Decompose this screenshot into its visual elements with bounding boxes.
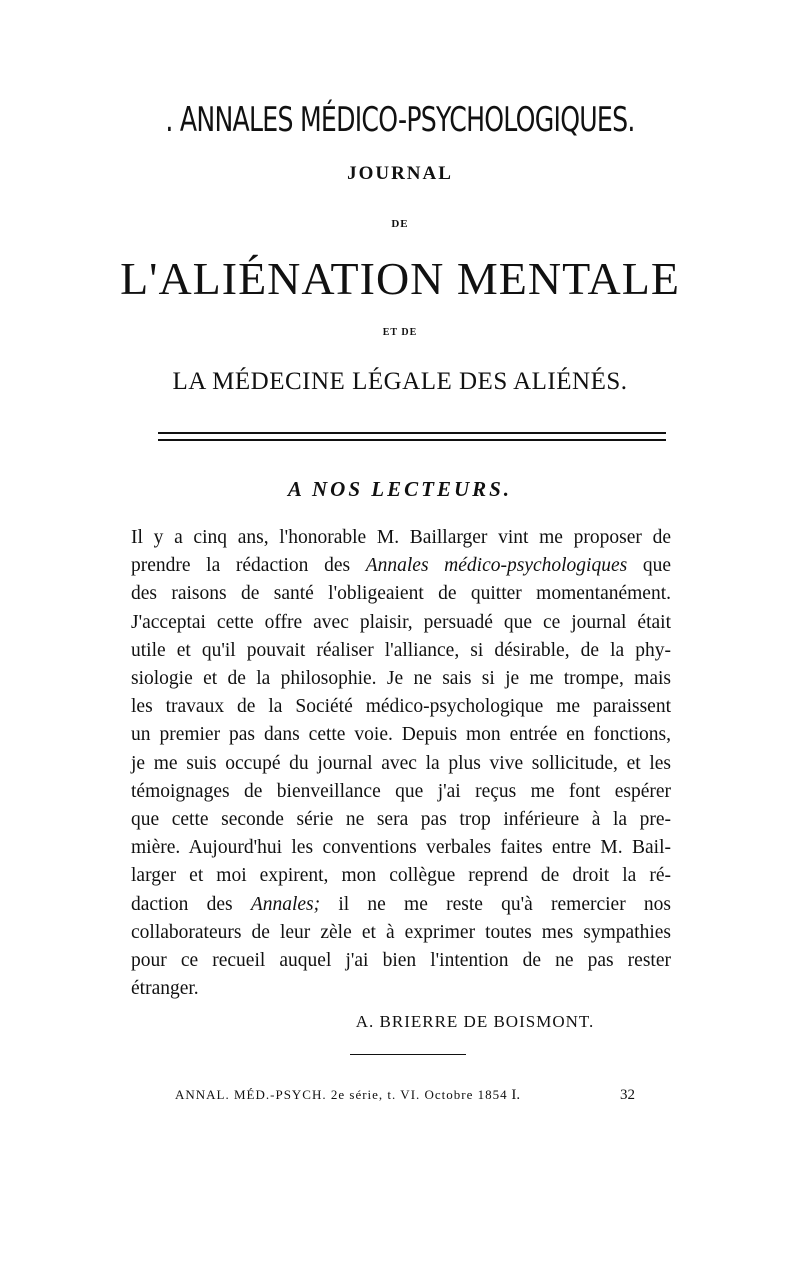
body-line: Il y a cinq ans, l'honorable M. Baillarger vint me proposer de xyxy=(131,527,671,548)
body-line xyxy=(131,552,671,580)
double-rule-divider xyxy=(158,432,666,441)
body-line: témoignages de bienveillance que j'ai reçus me font espérer xyxy=(131,780,671,802)
journal-word: JOURNAL xyxy=(347,163,453,184)
body-line: des raisons de santé l'obligeaient de quitter momentanément. xyxy=(131,583,671,605)
word-et-de: ET DE xyxy=(382,327,418,338)
body-line: mière. Aujourd'hui les conventions verbales faites entre M. Bail- xyxy=(131,837,671,859)
author-signature: A. BRIERRE DE BOISMONT. xyxy=(355,1012,595,1031)
body-line-part: prendre la rédaction des xyxy=(131,555,351,577)
body-line: un premier pas dans cette voie. Depuis mon entrée en fonctions, xyxy=(131,724,671,746)
page-footer xyxy=(175,1085,635,1105)
word-de: DE xyxy=(391,218,409,230)
running-head: ANNAL. MÉD.-PSYCH. 2e série, t. VI. Octobre 1854 xyxy=(175,1087,508,1102)
article-body xyxy=(131,524,671,1003)
body-line-part: daction des xyxy=(131,893,233,915)
subtitle: LA MÉDECINE LÉGALE DES ALIÉNÉS. xyxy=(172,368,628,395)
body-line: les travaux de la Société médico-psychologique me paraissent xyxy=(131,696,671,718)
section-title: A NOS LECTEURS. xyxy=(287,477,513,501)
body-line-part: que xyxy=(642,555,672,577)
main-title: L'ALIÉNATION MENTALE xyxy=(120,253,680,304)
body-line: je me suis occupé du journal avec la plus vive sollicitude, et les xyxy=(131,752,671,774)
body-line: siologie et de la philosophie. Je ne sais si je me trompe, mais xyxy=(131,668,671,690)
body-line: pour ce recueil auquel j'ai bien l'intention de ne pas rester xyxy=(131,950,671,972)
short-rule-divider xyxy=(350,1054,466,1055)
journal-name-italic: Annales médico-psychologiques xyxy=(365,555,628,577)
signature-mark: I. xyxy=(511,1087,521,1103)
body-line-part: il ne me reste qu'à remercier nos xyxy=(338,893,671,915)
body-line xyxy=(131,891,671,919)
body-line: collaborateurs de leur zèle et à exprimer toutes mes sympathies xyxy=(131,921,671,943)
body-line: que cette seconde série ne sera pas trop inférieure à la pre- xyxy=(131,809,671,831)
body-line: utile et qu'il pouvait réaliser l'alliance, si désirable, de la phy- xyxy=(131,639,671,661)
body-line: étranger. xyxy=(131,978,199,1000)
journal-name-italic: Annales; xyxy=(250,893,321,915)
journal-title: . ANNALES MÉDICO-PSYCHOLOGIQUES. xyxy=(165,100,635,140)
body-line: larger et moi expirent, mon collègue reprend de droit la ré- xyxy=(131,865,671,887)
page-number: 32 xyxy=(620,1087,635,1103)
body-line: J'acceptai cette offre avec plaisir, persuadé que ce journal était xyxy=(131,611,671,633)
